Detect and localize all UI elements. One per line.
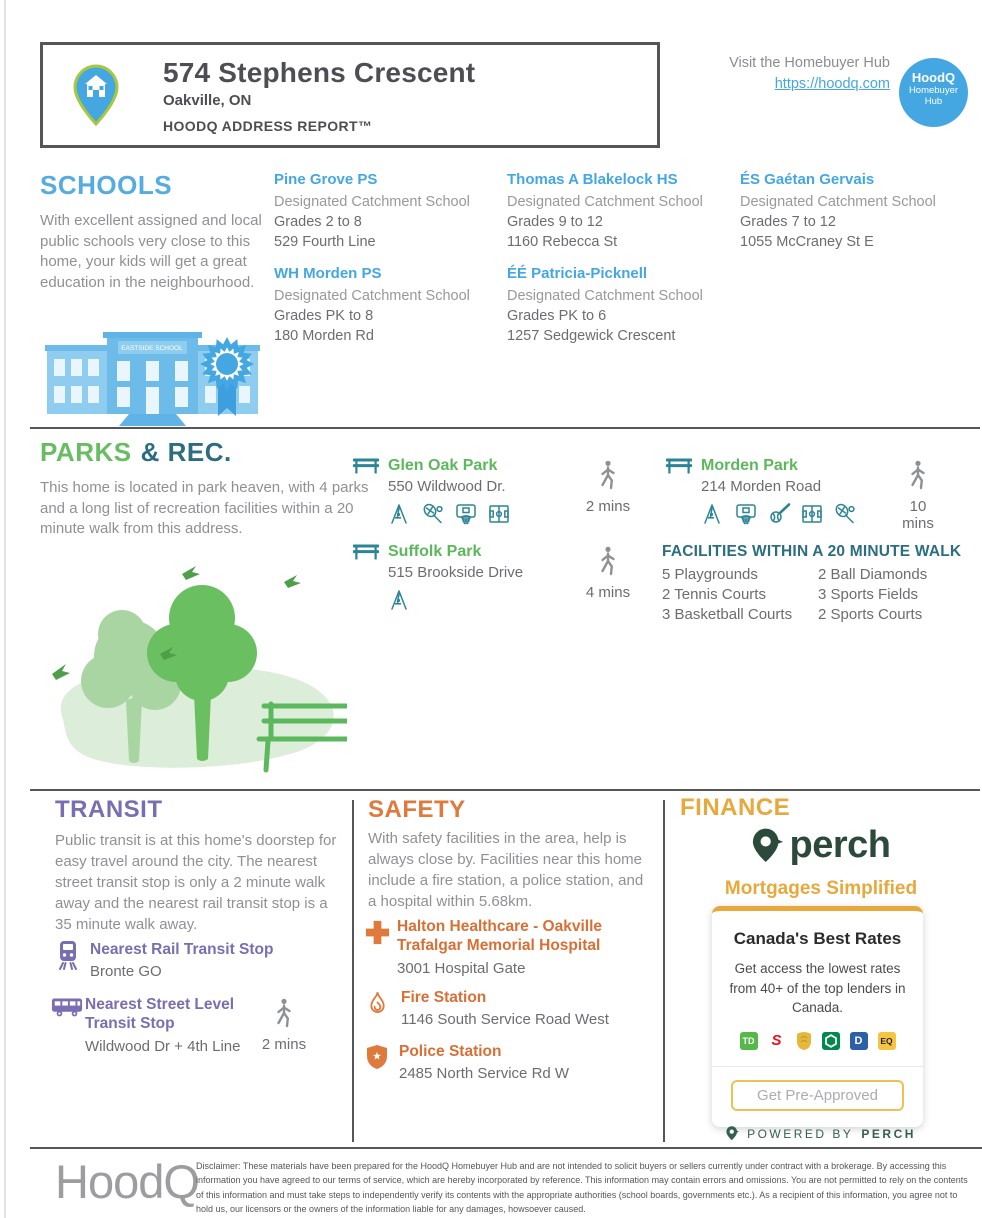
hoodq-link[interactable]: https://hoodq.com <box>774 76 890 92</box>
police-station-label: Police Station <box>399 1043 502 1060</box>
transit-section-title: TRANSIT <box>55 796 163 823</box>
school-entry: ÉS Gaétan Gervais Designated Catchment School Grades 7 to 12 1055 McCraney St E <box>740 171 936 250</box>
facility-item: 2 Sports Courts <box>818 606 923 623</box>
park-address: 515 Brookside Drive <box>388 564 524 581</box>
parks-section-title: PARKS & REC. <box>40 437 232 467</box>
soccer-field-icon <box>487 502 511 526</box>
facility-item: 3 Sports Fields <box>818 586 919 603</box>
walk-time-morden: 10 mins <box>892 460 944 532</box>
park-address: 214 Morden Road <box>701 478 822 495</box>
disclaimer-text: Disclaimer: These materials have been prepared for the HoodQ Homebuyer Hub and are not intended to solicit buyers or sellers currently under contract with a brokerage. By accessing this information you have agreed to our terms of service, which are hereby incorporated by reference. This information may contain errors and omissions. You are not permitted to rely on the contents of this information and must take steps to independently verify its contents with the appropriate authorities (school boards, governments etc.). As a recipient of this information, you agree not to hold us, our licensors or the owners of the information liable for any damages, howsoever caused. <box>196 1161 968 1215</box>
footer-divider <box>30 1147 982 1149</box>
schools-description: With excellent assigned and local public schools very close to this home, your kids will get a great education in the neighbourhood. <box>40 212 262 292</box>
powered-by-text: POWERED BY <box>747 1126 854 1141</box>
powered-brand-text: PERCH <box>861 1126 916 1141</box>
page-title: 574 Stephens Crescent <box>163 56 476 88</box>
parks-description: This home is located in park heaven, with 4 parks and a long list of recreation facilities within a 20 minute walk from this address. <box>40 479 369 538</box>
swing-icon <box>388 502 412 526</box>
scotiabank-logo: S <box>768 1032 786 1050</box>
hospital-cross-icon <box>364 919 391 946</box>
street-stop-value: Wildwood Dr + 4th Line <box>85 1037 241 1055</box>
blue-d-lender-logo: D <box>850 1032 868 1050</box>
report-type-label: HOODQ ADDRESS REPORT™ <box>163 117 373 134</box>
perch-pin-icon <box>752 826 783 866</box>
street-transit-stop <box>51 995 281 1055</box>
school-entry: WH Morden PS Designated Catchment School Grades PK to 8 180 Morden Rd <box>274 265 470 344</box>
park-bench-icon <box>352 543 380 561</box>
hospital-entry <box>364 917 649 977</box>
finance-section-title: FINANCE <box>680 794 791 821</box>
address-header-box <box>40 42 660 148</box>
section-divider <box>30 427 980 429</box>
page-edge <box>4 0 6 1218</box>
fire-station-address: 1146 South Service Road West <box>401 1011 609 1029</box>
transit-description: Public transit is at this home's doorstep for easy travel around the city. The nearest street transit stop is only a 2 minute walk away and the nearest rail transit stop is a 35 minute walk away. <box>55 832 337 933</box>
column-divider <box>352 800 354 1142</box>
safety-section-title: SAFETY <box>368 796 466 823</box>
fire-station-entry <box>368 988 653 1028</box>
perch-pin-icon-small <box>726 1125 739 1142</box>
school-building-illustration <box>45 312 260 428</box>
section-divider <box>30 789 980 791</box>
schools-section-title: SCHOOLS <box>40 170 173 200</box>
park-name: Glen Oak Park <box>388 457 498 474</box>
rail-stop-label: Nearest Rail Transit Stop <box>90 941 274 958</box>
facility-item: 2 Tennis Courts <box>662 586 766 603</box>
walking-person-icon <box>597 546 619 576</box>
park-address: 550 Wildwood Dr. <box>388 478 506 495</box>
facilities-heading: FACILITIES WITHIN A 20 MINUTE WALK <box>662 543 962 560</box>
card-divider <box>712 1066 923 1067</box>
rail-stop-value: Bronte GO <box>90 963 162 981</box>
park-entry <box>665 457 857 526</box>
fire-station-label: Fire Station <box>401 989 487 1006</box>
rates-card <box>712 906 923 1127</box>
eq-bank-logo: EQ <box>878 1032 896 1050</box>
hospital-label: Halton Healthcare - Oakville Trafalgar Memorial Hospital <box>397 918 603 955</box>
walk-time-glen-oak: 2 mins <box>582 460 634 515</box>
perch-logo <box>680 824 962 867</box>
tennis-icon <box>421 502 445 526</box>
park-name: Suffolk Park <box>388 543 482 560</box>
desjardins-lender-logo <box>822 1032 840 1050</box>
gold-shield-lender-logo <box>796 1032 812 1050</box>
police-shield-icon <box>366 1044 388 1070</box>
train-icon <box>56 940 80 970</box>
bus-icon <box>51 995 83 1019</box>
lender-logos <box>712 1032 923 1050</box>
facilities-list-col1 <box>662 565 792 625</box>
rates-card-body: Get access the lowest rates from 40+ of the top lenders in Canada. <box>729 961 906 1016</box>
hospital-address: 3001 Hospital Gate <box>397 959 526 977</box>
safety-description: With safety facilities in the area, help is always close by. Facilities near this home include a fire station, a police station, and a hospital within 5.68km. <box>368 830 644 910</box>
address-city: Oakville, ON <box>163 91 252 109</box>
park-entry <box>352 543 523 612</box>
park-bench-icon <box>352 457 380 475</box>
basketball-hoop-icon <box>454 502 478 526</box>
park-bench-icon <box>665 457 693 475</box>
visit-hub-label: Visit the Homebuyer Hub <box>729 55 890 71</box>
police-station-address: 2485 North Service Rd W <box>399 1065 570 1083</box>
street-stop-label: Nearest Street Level Transit Stop <box>85 996 235 1033</box>
swing-icon <box>388 588 412 612</box>
rail-transit-stop <box>56 940 316 980</box>
school-entry: ÉÉ Patricia-Picknell Designated Catchment School Grades PK to 6 1257 Sedgewick Crescent <box>507 265 703 344</box>
school-sign-text: EASTSIDE SCHOOL <box>121 345 183 352</box>
basketball-hoop-icon <box>734 502 758 526</box>
walking-person-icon <box>907 460 929 490</box>
powered-by-perch <box>680 1125 962 1142</box>
school-entry: Thomas A Blakelock HS Designated Catchment School Grades 9 to 12 1160 Rebecca St <box>507 171 703 250</box>
baseball-icon <box>767 502 791 526</box>
facility-item: 3 Basketball Courts <box>662 606 793 623</box>
hoodq-footer-logo: HoodQ <box>55 1155 199 1208</box>
soccer-field-icon <box>800 502 824 526</box>
column-divider <box>663 800 665 1142</box>
get-pre-approved-button[interactable]: Get Pre-Approved <box>731 1080 904 1111</box>
facilities-list-col2 <box>818 565 927 625</box>
swing-icon <box>701 502 725 526</box>
park-name: Morden Park <box>701 457 798 474</box>
hoodq-homebuyer-hub-badge: HoodQ Homebuyer Hub <box>899 58 968 127</box>
home-map-pin-icon <box>71 64 121 126</box>
police-station-entry <box>366 1042 651 1082</box>
facility-item: 2 Ball Diamonds <box>818 566 928 583</box>
park-entry <box>352 457 511 526</box>
perch-tagline: Mortgages Simplified <box>724 878 918 899</box>
walking-person-icon <box>273 998 295 1028</box>
walk-time-suffolk: 4 mins <box>582 546 634 601</box>
tennis-icon <box>833 502 857 526</box>
perch-wordmark: perch <box>789 824 891 866</box>
walking-person-icon <box>597 460 619 490</box>
school-entry: Pine Grove PS Designated Catchment School Grades 2 to 8 529 Fourth Line <box>274 171 470 250</box>
flame-icon <box>368 990 387 1017</box>
td-bank-logo: TD <box>740 1032 758 1050</box>
walk-time-street-stop: 2 mins <box>258 998 310 1053</box>
park-illustration <box>42 556 347 784</box>
rates-card-heading: Canada's Best Rates <box>733 929 902 948</box>
facility-item: 5 Playgrounds <box>662 566 758 583</box>
